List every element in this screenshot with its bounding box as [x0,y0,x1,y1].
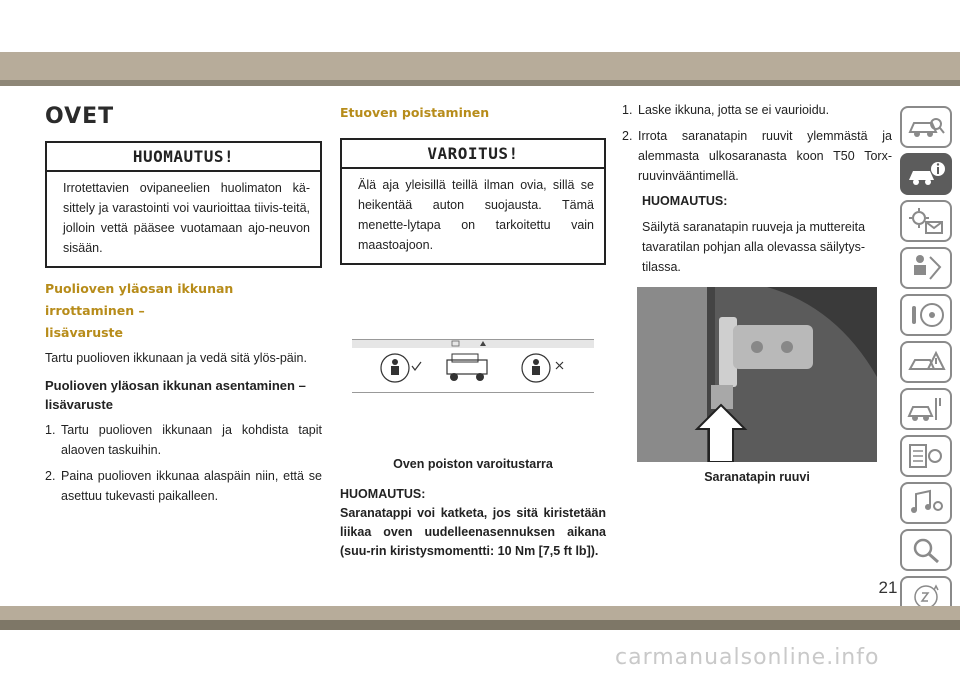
note-text: Saranatappi voi katketa, jos sitä kiristetään liikaa oven uudelleenasennuksen aikana (suu-rin kiristysmomentti: 10 Nm [7,5 ft lb]). [340,506,606,558]
note-label: HUOMAUTUS: [340,487,426,501]
header-band [0,52,960,80]
step-text: Irrota saranatapin ruuvit ylemmästä ja alemmasta ulkosaranasta koon T50 Torx-ruuvinvääntimellä. [638,129,892,183]
tab-warning-lights[interactable] [900,200,952,242]
tab-service[interactable] [900,388,952,430]
watermark-text: carmanualsonline.info [615,645,880,670]
footer-band-dark [0,620,960,630]
steering-key-icon [906,300,946,330]
window-removal-text: Tartu puolioven ikkunaan ja vedä sitä ylös-päin. [45,351,307,365]
car-warning-icon [906,347,946,377]
list-item [45,420,322,460]
notice-text: Irrotettavien ovipaneelien huolimaton kä-sittely ja varastointi voi vaurioittaa tiivis-teitä, jolloin vettä pääsee vuotamaan ajo-neuvon sisään. [63,181,310,255]
airbag-seat-icon [906,253,946,283]
tab-index-search[interactable] [900,529,952,571]
warning-heading: VAROITUS! [342,140,604,169]
tab-safety[interactable] [900,247,952,289]
car-info-icon [906,159,946,189]
tab-car-search[interactable] [900,106,952,148]
heading-line-1: Puolioven yläosan ikkunan asentaminen – [45,378,306,393]
check-icon [412,362,421,370]
hinge-photo [637,287,877,462]
step-number: 2. [45,469,56,483]
car-service-icon [906,394,946,424]
step-number: 1. [45,423,56,437]
column-3 [622,96,892,484]
list-item [622,126,892,186]
tab-specifications[interactable] [900,435,952,477]
tab-car-info[interactable] [900,153,952,195]
column-1 [45,96,322,512]
specifications-icon [906,441,946,471]
heading-line-2: lisävaruste [45,325,123,340]
header-band-dark [0,80,960,86]
list-item [622,100,892,120]
install-steps [45,420,322,506]
note-label: HUOMAUTUS: [642,194,728,208]
photo-caption: Saranatapin ruuvi [704,470,810,484]
footer-band [0,606,960,620]
step-text: Tartu puolioven ikkunaan ja kohdista tapit alaoven taskuihin. [61,423,322,457]
tab-emergency[interactable] [900,341,952,383]
step-text: Laske ikkuna, jotta se ei vaurioidu. [638,103,830,117]
chapter-tabs [900,106,952,623]
warning-label-illustration [352,340,594,392]
multimedia-icon [906,488,946,518]
step-number: 2. [622,129,633,143]
step-number: 1. [622,103,633,117]
heading-line-1: Puolioven yläosan ikkunan irrottaminen – [45,281,234,318]
top-margin [0,0,960,52]
notice-box [45,141,322,268]
removal-steps [622,100,892,186]
warning-text: Älä aja yleisillä teillä ilman ovia, sillä se heikentää auton suojausta. Tämä menette-lytapa on tarkoitettu vain maastoajoon. [358,178,594,252]
notice-heading: HUOMAUTUS! [47,143,320,172]
warning-box [340,138,606,265]
hinge-pin-illustration [637,287,877,462]
step-text: Paina puolioven ikkunaa alaspäin niin, että se asettuu tukevasti paikalleen. [61,469,322,503]
section-heading-window-install [45,376,322,414]
tab-multimedia[interactable] [900,482,952,524]
hinge-note [622,192,892,277]
jeep-icon [447,354,487,381]
index-search-icon [906,535,946,565]
page-number: 21 [878,578,898,597]
warning-label-figure [352,339,594,393]
warning-lights-icon [906,206,946,236]
tab-starting[interactable] [900,294,952,336]
column-2 [340,96,606,561]
heading-line-2: lisävaruste [45,397,113,412]
chapter-title: OVET [45,104,115,129]
note-text: Säilytä saranatapin ruuveja ja muttereita tavaratilan pohjan alla olevassa säilytys-tilassa. [642,220,866,274]
list-item [45,466,322,506]
section-heading-front-door: Etuoven poistaminen [340,105,490,120]
cross-icon [556,362,563,369]
car-search-icon [906,112,946,142]
figure-caption: Oven poiston varoitustarra [393,457,553,471]
section-heading-window-removal [45,278,322,344]
